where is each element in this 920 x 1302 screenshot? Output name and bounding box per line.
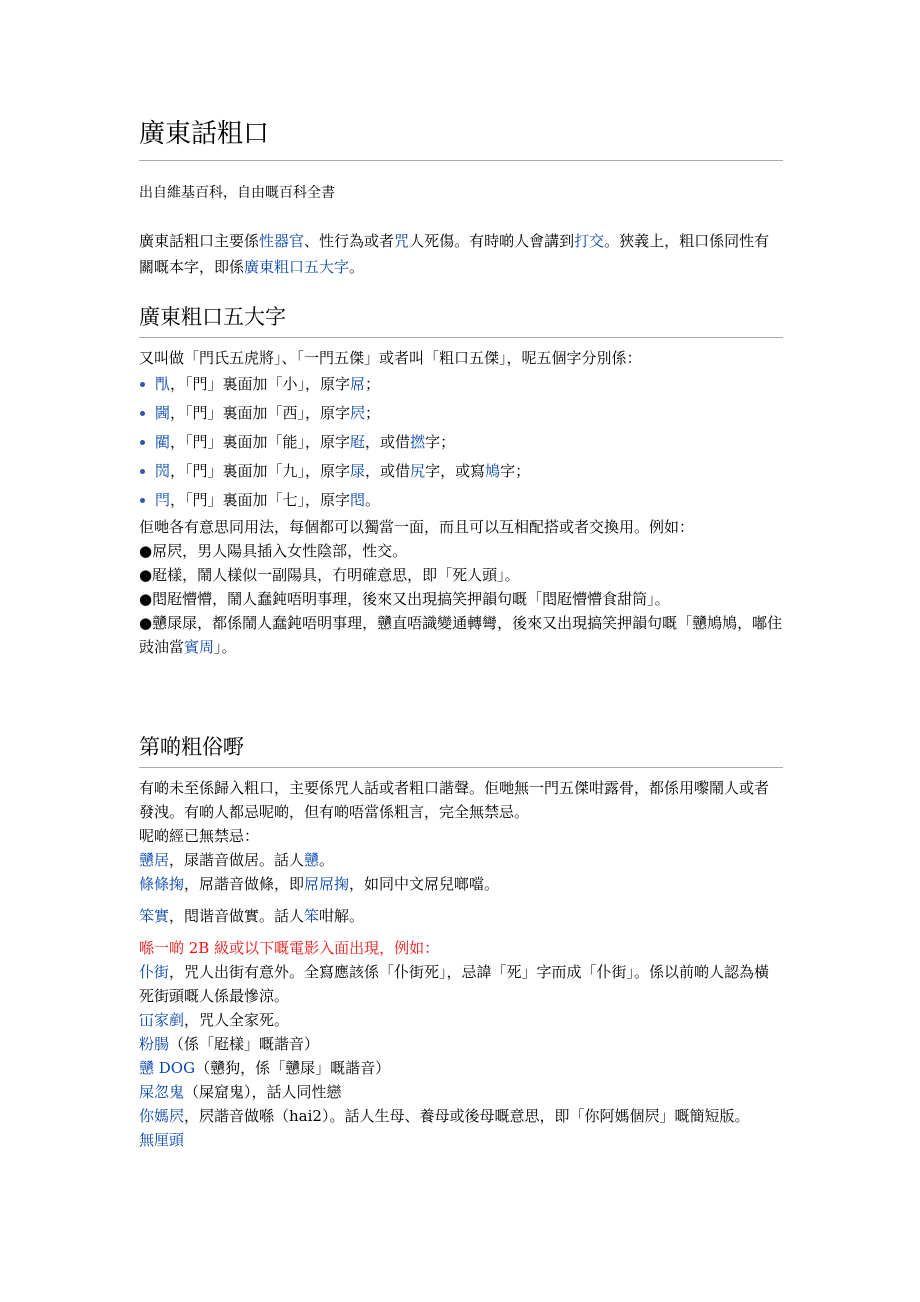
term-row <box>139 872 783 896</box>
link-curse[interactable]: 咒 <box>394 232 410 250</box>
term-tail: 咁解。 <box>319 907 365 925</box>
link-original-char[interactable]: 屘 <box>350 433 366 451</box>
bullet-icon <box>140 498 145 503</box>
item-text: ，「門」裏面加「小」，原字 <box>170 375 351 393</box>
glyph: 閪 <box>155 404 171 422</box>
term-tail: ，如同中文屌兒啷噹。 <box>349 875 500 893</box>
term-desc: ，𨳍谐音做實。話人 <box>169 907 305 925</box>
term-desc: （屎窟鬼），話人同性戀 <box>184 1083 342 1101</box>
section-heading-other: 第啲粗俗嘢 <box>139 732 783 768</box>
term-row <box>139 1008 783 1032</box>
term-desc: ，屄諧音做喺（hai2）。話人生母、養母或後母嘅意思，即「你阿媽個屄」嘅簡短版。 <box>184 1107 750 1125</box>
example-4-tail: 」。 <box>214 638 237 656</box>
item-mid: ，或借 <box>365 433 411 451</box>
section-heading-five-words: 廣東粗口五大字 <box>139 302 783 338</box>
example-3: ●𨳍屘懵懵，鬧人蠢鈍唔明事理，後來又出現搞笑押韻句嘅「𨳍屘懵懵食甜筒」。 <box>139 590 670 608</box>
term-desc: ，咒人全家死。 <box>184 1011 290 1029</box>
link-term[interactable]: 條條掬 <box>139 875 185 893</box>
item-tail: 字； <box>425 433 456 451</box>
link-original-char[interactable]: 屌 <box>350 375 366 393</box>
glyph: 閂 <box>155 491 171 509</box>
term-row <box>139 904 783 928</box>
list-item <box>139 457 783 486</box>
term-row <box>139 1056 783 1080</box>
section-other <box>139 776 783 1152</box>
term-row <box>139 848 783 872</box>
item-text: ，「門」裏面加「能」，原字 <box>170 433 351 451</box>
link-term[interactable]: 戇 DOG <box>139 1059 196 1077</box>
term-row <box>139 1104 783 1128</box>
item-text: ，「門」裏面加「九」，原字 <box>170 462 351 480</box>
intro-paragraph <box>139 228 783 280</box>
term-desc: ，屌諧音做條，即 <box>184 875 305 893</box>
intro-text-3: 人死傷。有時啲人會講到 <box>409 232 575 250</box>
bullet-icon <box>140 469 145 474</box>
term-row <box>139 960 783 1008</box>
list-item <box>139 486 783 515</box>
glyph: 閄 <box>155 375 171 393</box>
example-1: ●屌屄，男人陽具插入女性陰部，性交。 <box>139 542 408 560</box>
bullet-icon <box>140 411 145 416</box>
list-item <box>139 370 783 399</box>
link-term-ref[interactable]: 笨 <box>304 907 320 925</box>
other-para-1: 有啲未至係歸入粗口，主要係咒人話或者粗口諧聲。佢哋無一門五傑咁露骨，都係用嚟鬧人或者發洩。有啲人都忌呢啲，但有啲唔當係粗言，完全無禁忌。 <box>139 779 770 821</box>
link-term[interactable]: 仆街 <box>139 963 170 981</box>
link-alt-char[interactable]: 撚 <box>410 433 426 451</box>
term-desc: （係「屘樣」嘅諧音） <box>169 1035 320 1053</box>
link-bingzau[interactable]: 賓周 <box>184 638 215 656</box>
term-desc: ，㞗諧音做居。話人 <box>169 851 305 869</box>
link-term[interactable]: 戇居 <box>139 851 170 869</box>
link-term[interactable]: 粉腸 <box>139 1035 170 1053</box>
intro-text-5: 。 <box>349 258 365 276</box>
five-words-lead: 又叫做「門氏五虎將」、「一門五傑」或者叫「粗口五傑」，呢五個字分別係： <box>139 349 642 367</box>
list-item <box>139 428 783 457</box>
link-original-char[interactable]: 㞗 <box>350 462 366 480</box>
five-words-list <box>139 370 783 515</box>
term-row <box>139 1032 783 1056</box>
item-tail: ； <box>365 375 381 393</box>
link-sex-organ[interactable]: 性器官 <box>259 232 305 250</box>
glyph: 閌 <box>155 462 171 480</box>
bullet-icon <box>140 440 145 445</box>
intro-text-1: 廣東話粗口主要係 <box>139 232 260 250</box>
item-mid-2: 字，或寫 <box>425 462 486 480</box>
link-term[interactable]: 你媽屄 <box>139 1107 185 1125</box>
intro-text-2: 、性行為或者 <box>304 232 395 250</box>
link-term[interactable]: 無厘頭 <box>139 1131 185 1149</box>
section-five-words <box>139 346 783 659</box>
term-row <box>139 1080 783 1104</box>
item-tail: 。 <box>365 491 381 509</box>
red-note: 喺一啲 2B 級或以下嘅電影入面出現，例如： <box>139 939 440 957</box>
term-row <box>139 1128 783 1152</box>
item-tail: ； <box>365 404 381 422</box>
term-desc: （戇狗，係「戇㞗」嘅諧音） <box>195 1059 391 1077</box>
item-text: ，「門」裏面加「七」，原字 <box>170 491 351 509</box>
link-term[interactable]: 笨實 <box>139 907 170 925</box>
example-2: ●屘樣，鬧人樣似一副陽具，冇明確意思，即「死人頭」。 <box>139 566 520 584</box>
example-4 <box>139 611 783 659</box>
link-term[interactable]: 冚家剷 <box>139 1011 185 1029</box>
link-alt-char-2[interactable]: 鳩 <box>485 462 501 480</box>
link-fight[interactable]: 打交 <box>574 232 605 250</box>
item-text: ，「門」裏面加「西」，原字 <box>170 404 351 422</box>
term-desc: ，咒人出街有意外。全寫應該係「仆街死」，忌諱「死」字而成「仆街」。係以前啲人認為橫死街頭嘅人係最慘涼。 <box>139 963 770 1005</box>
link-term-ref[interactable]: 屌屌掬 <box>304 875 350 893</box>
page-title: 廣東話粗口 <box>139 116 783 161</box>
link-term[interactable]: 屎忽鬼 <box>139 1083 185 1101</box>
glyph: 閵 <box>155 433 171 451</box>
bullet-icon <box>140 382 145 387</box>
tagline: 出自維基百科，自由嘅百科全書 <box>139 185 335 201</box>
link-original-char[interactable]: 𨳍 <box>350 491 366 509</box>
term-tail: 。 <box>319 851 335 869</box>
list-item <box>139 399 783 428</box>
example-4-text: ●戇㞗㞗，都係鬧人蠢鈍唔明事理，戇直唔識變通轉彎，後來又出現搞笑押韻句嘅「戇鳩鳩，嘟住豉油當 <box>139 614 783 656</box>
link-original-char[interactable]: 屄 <box>350 404 366 422</box>
item-mid: ，或借 <box>365 462 411 480</box>
link-alt-char[interactable]: 尻 <box>410 462 426 480</box>
item-tail: 字； <box>500 462 531 480</box>
link-term-ref[interactable]: 戇 <box>304 851 320 869</box>
usage-paragraph: 佢哋各有意思同用法，每個都可以獨當一面，而且可以互相配搭或者交換用。例如： <box>139 518 695 536</box>
intro-text-4: 。狹義上，粗口係同性有關嘅本字，即係 <box>139 232 770 276</box>
other-para-2: 呢啲經已無禁忌： <box>139 827 260 845</box>
link-five-words[interactable]: 廣東粗口五大字 <box>244 258 350 276</box>
